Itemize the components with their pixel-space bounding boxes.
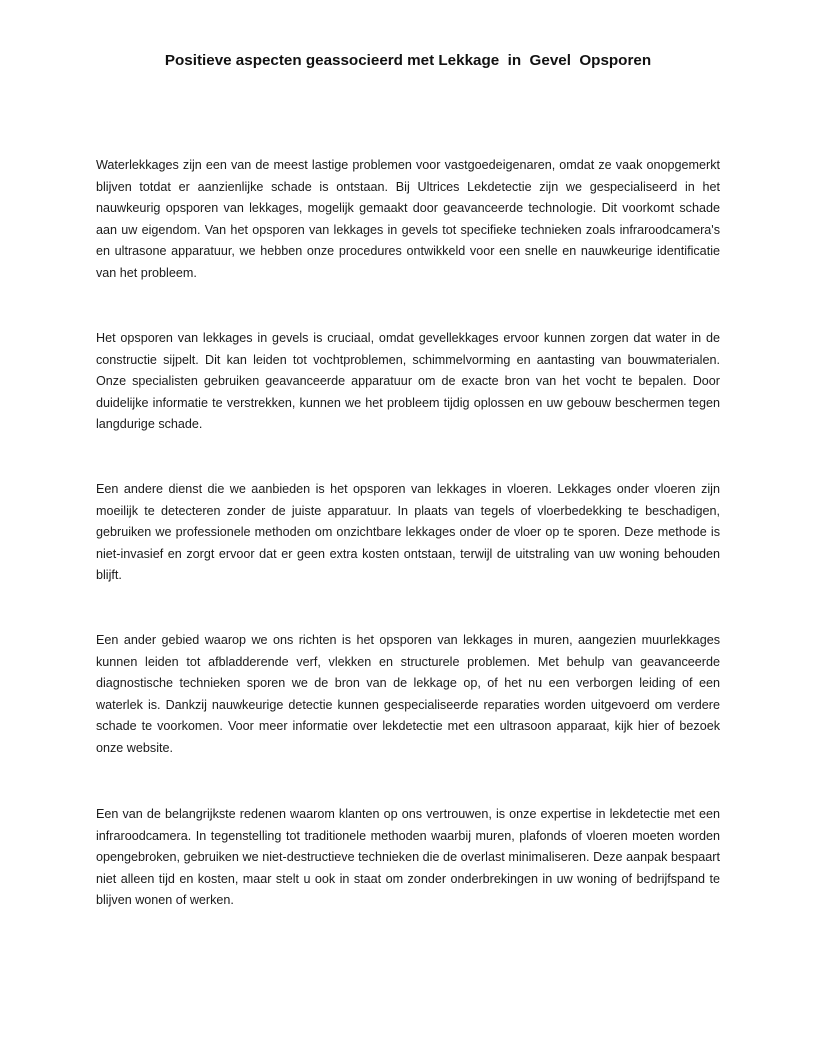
paragraph-infraroodcamera: Een van de belangrijkste redenen waarom klanten op ons vertrouwen, is onze expertise in lekdetectie met een infraroodcamera. In tegenstelling tot traditionele methoden waarbij muren, plafonds of vloeren moeten worden opengebroken, gebruiken we niet-destructieve technieken die de overlast minimaliseren. Deze aanpak bespaart niet alleen tijd en kosten, maar stelt u ook in staat om zonder onderbrekingen in uw woning of bedrijfspand te blijven wonen of werken. [96, 807, 720, 908]
paragraph-intro: Waterlekkages zijn een van de meest lastige problemen voor vastgoedeigenaren, omdat ze vaak onopgemerkt blijven totdat er aanzienlijke schade is ontstaan. Bij Ultrices Lekdetectie zijn we gespecialiseerd in het nauwkeurig opsporen van lekkages, mogelijk gemaakt door geavanceerde technologie. Dit voorkomt schade aan uw eigendom. Van het opsporen van lekkages in gevels tot specifieke technieken zoals infraroodcamera's en ultrasone apparatuur, we hebben onze procedures ontwikkeld voor een snelle en nauwkeurige identificatie van het probleem. [96, 158, 720, 280]
paragraph-muren: Een ander gebied waarop we ons richten is het opsporen van lekkages in muren, aangezien muurlekkages kunnen leiden tot afbladderende verf, vlekken en structurele problemen. Met behulp van geavanceerde diagnostische technieken sporen we de bron van de lekkage op, of het nu een verborgen leiding of een waterlek is. Dankzij nauwkeurige detectie kunnen gespecialiseerde reparaties worden uitgevoerd om verdere schade te voorkomen. Voor meer informatie over lekdetectie met een ultrasoon apparaat, kijk hier of bezoek onze website. [96, 633, 720, 755]
document-title: Positieve aspecten geassocieerd met Lekkage in Gevel Opsporen [164, 52, 652, 69]
paragraph-gevels: Het opsporen van lekkages in gevels is cruciaal, omdat gevellekkages ervoor kunnen zorgen dat water in de constructie sijpelt. Dit kan leiden tot vochtproblemen, schimmelvorming en aantasting van bouwmaterialen. Onze specialisten gebruiken geavanceerde apparatuur om de exacte bron van het vocht te bepalen. Door duidelijke informatie te verstrekken, kunnen we het probleem tijdig oplossen en uw gebouw beschermen tegen langdurige schade. [96, 331, 720, 432]
paragraph-vloeren: Een andere dienst die we aanbieden is het opsporen van lekkages in vloeren. Lekkages onder vloeren zijn moeilijk te detecteren zonder de juiste apparatuur. In plaats van tegels of vloerbedekking te beschadigen, gebruiken we professionele methoden om onzichtbare lekkages onder de vloer op te sporen. Deze methode is niet-invasief en zorgt ervoor dat er geen extra kosten ontstaan, terwijl de uitstraling van uw woning behouden blijft. [96, 482, 720, 583]
